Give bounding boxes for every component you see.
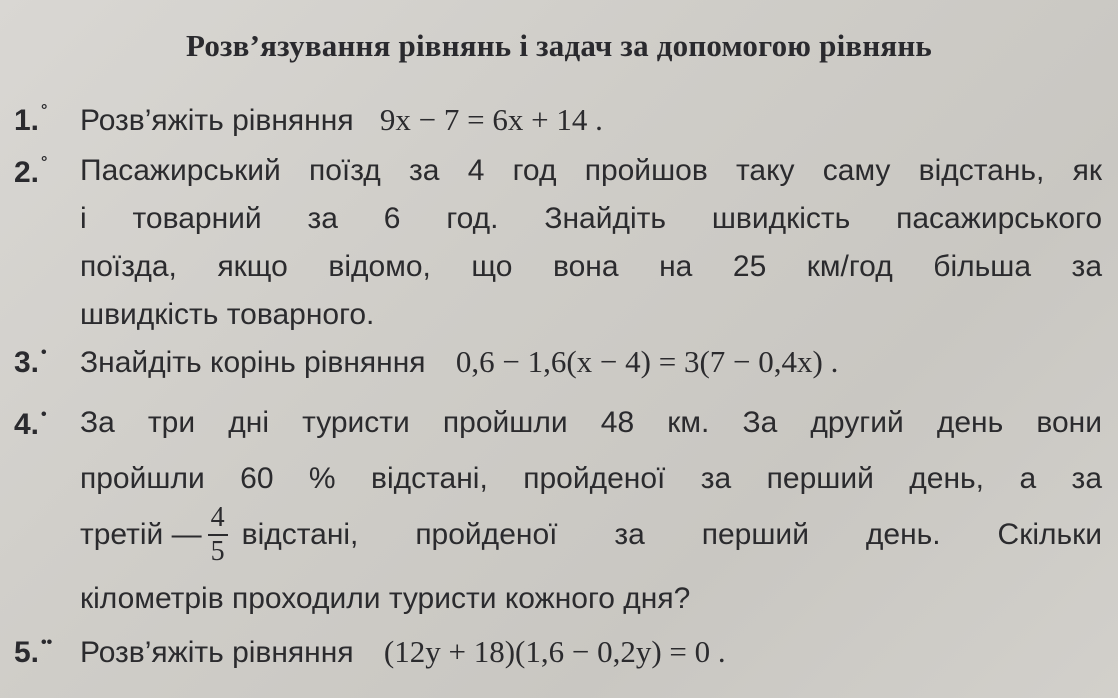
problem-number (14, 408, 47, 442)
problem-text-line: Пасажирський поїзд за 4 год пройшов таку саму відстань, як (80, 154, 1102, 187)
problem-text: Розв’яжіть рівняння (80, 636, 354, 669)
problem-text-line: кілометрів проходили туристи кожного дня? (80, 582, 691, 615)
fraction (208, 504, 228, 566)
problem-text-line: швидкість товарного. (80, 298, 375, 331)
problem-text-line: і товарний за 6 год. Знайдіть швидкість пасажирського (80, 202, 1102, 235)
problem-text: третій — (80, 518, 202, 551)
difficulty-mark: •• (41, 634, 53, 651)
equation: (12y + 18)(1,6 − 0,2y) = 0 . (383, 634, 726, 669)
problem-number-text: 4. (14, 408, 40, 441)
problem-text: Розв’яжіть рівняння (80, 104, 354, 137)
problem-number (14, 346, 47, 380)
problem-number-text: 3. (14, 346, 40, 379)
problem-text-line (80, 346, 1102, 378)
problem-number (14, 156, 47, 190)
fraction-denominator: 5 (210, 536, 225, 567)
problem-number (14, 104, 47, 138)
difficulty-mark: ° (41, 154, 48, 171)
page-title: Розв’язування рівнянь і задач за допомогою рівнянь (185, 28, 933, 63)
difficulty-mark: • (41, 344, 47, 361)
problem-text: Знайдіть корінь рівняння (80, 346, 426, 379)
problem-number-text: 5. (14, 636, 40, 669)
equation: 0,6 − 1,6(x − 4) = 3(7 − 0,4x) . (455, 344, 839, 379)
problem-text-line (80, 636, 1102, 668)
problem-text: відстані, пройденої за перший день. Скільки (241, 518, 1102, 551)
difficulty-mark: • (41, 406, 47, 423)
problem-number-text: 2. (14, 156, 40, 189)
problem-number (14, 636, 52, 670)
equation: 9x − 7 = 6x + 14 . (379, 102, 603, 137)
fraction-numerator: 4 (208, 504, 228, 536)
difficulty-mark: ° (41, 102, 48, 119)
problem-text-line: поїзда, якщо відомо, що вона на 25 км/год більша за (80, 250, 1102, 283)
problem-text-line: За три дні туристи пройшли 48 км. За другий день вони (80, 406, 1102, 439)
problem-text-line (80, 104, 1102, 136)
problem-number-text: 1. (14, 104, 40, 137)
problem-text-line (80, 504, 1102, 566)
problem-text-line: пройшли 60 % відстані, пройденої за перший день, а за (80, 462, 1102, 495)
